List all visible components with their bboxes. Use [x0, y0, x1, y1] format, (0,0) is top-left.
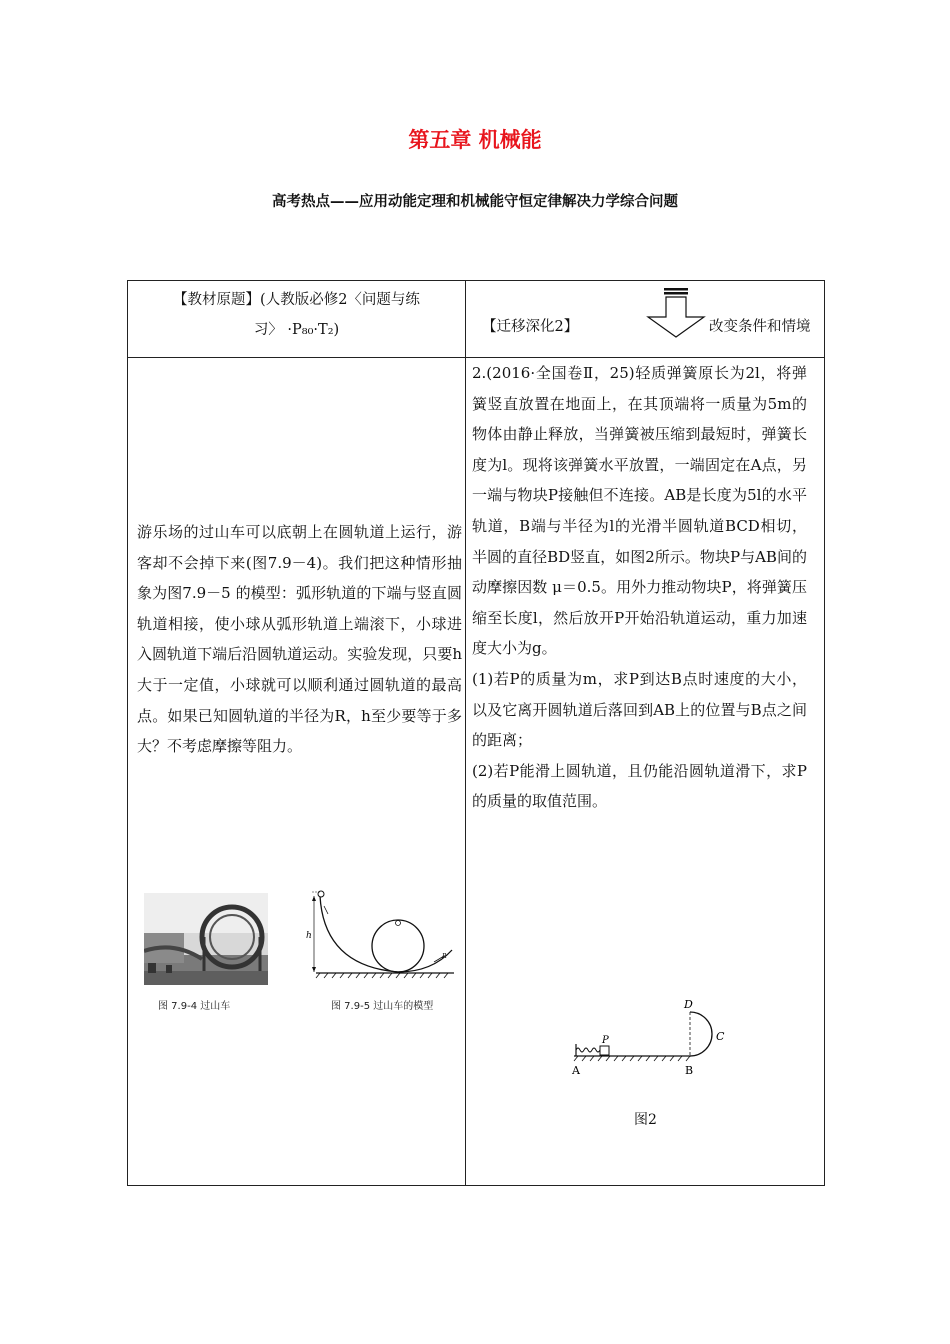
question-1: (1)若P的质量为m，求P到达B点时速度的大小，以及它离开圆轨道后落回到AB上的位置与B点之间的距离；: [472, 669, 807, 750]
roller-coaster-photo: [144, 893, 268, 985]
loop-model-diagram: [306, 886, 456, 986]
label-D: D: [684, 998, 693, 1011]
right-header-label2: 改变条件和情境: [709, 319, 811, 335]
track-diagram: [566, 996, 736, 1082]
label-P: P: [602, 1035, 609, 1046]
label-B: B: [685, 1064, 694, 1077]
left-body-cell: [128, 358, 466, 1186]
fig1-caption: 图 7.9-4 过山车: [158, 1001, 231, 1012]
fig2-caption: 图 7.9-5 过山车的模型: [331, 1001, 434, 1012]
fig2-R-label: R: [442, 953, 447, 960]
down-arrow-icon: [644, 287, 708, 339]
right-header-cell: [466, 281, 825, 358]
left-body-text: 游乐场的过山车可以底朝上在圆轨道上运行，游客却不会掉下来(图7.9－4)。我们把这种情形抽象为图7.9－5 的模型：弧形轨道的下端与竖直圆轨道相接，使小球从弧形轨道上端滚下，小球进入圆轨道下端后沿圆轨道运动。实验发现，只要h大于一定值，小球就可以顺利通过圆轨道的最高点。如果已知圆轨道的半径为R，h至少要等于多大？不考虑摩擦等阻力。: [137, 523, 462, 756]
label-C: C: [716, 1030, 725, 1043]
right-fig-caption: 图2: [634, 1112, 657, 1128]
label-A: A: [572, 1064, 580, 1077]
left-header-cell: [128, 281, 466, 358]
page-title: 第五章 机械能: [408, 128, 542, 152]
right-body-text: [472, 358, 807, 817]
left-header-line1: 【教材原题】(人教版必修2〈问题与练: [173, 292, 420, 308]
question-2: (2)若P能滑上圆轨道，且仍能沿圆轨道滑下，求P的质量的取值范围。: [472, 761, 807, 811]
page-subtitle: 高考热点——应用动能定理和机械能守恒定律解决力学综合问题: [272, 194, 678, 210]
fig2-h-label: h: [306, 931, 312, 941]
right-header-label: 【迁移深化2】: [482, 319, 579, 335]
problem-statement: 2.(2016·全国卷Ⅱ，25)轻质弹簧原长为2l，将弹簧竖直放置在地面上，在其顶端将一质量为5m的物体由静止释放，当弹簧被压缩到最短时，弹簧长度为l。现将该弹簧水平放置，一端固定在A点，另一端与物块P接触但不连接。AB是长度为5l的水平轨道，B端与半径为l的光滑半圆轨道BCD相切，半圆的直径BD竖直，如图2所示。物块P与AB间的动摩擦因数 μ＝0.5。用外力推动物块P，将弹簧压缩至长度l，然后放开P开始沿轨道运动，重力加速度大小为g。: [472, 364, 807, 658]
left-header-line2: 习〉 ·P₈₀·T₂): [253, 322, 340, 338]
